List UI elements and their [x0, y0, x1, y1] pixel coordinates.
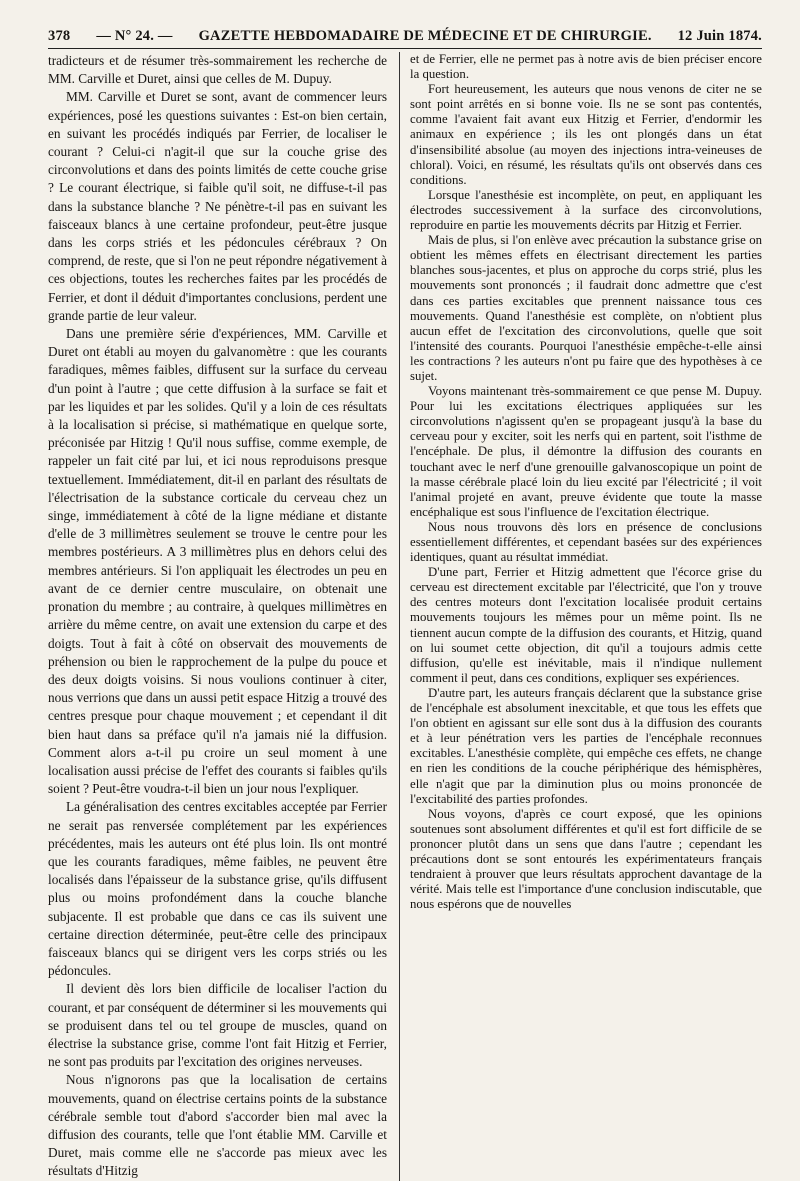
paragraph: D'autre part, les auteurs français déclarent que la substance grise de l'encéphale est absolument inexcitable, et que tous les effets que l'on obtient en agissant sur elle sont dus à la diffusion des courants et à leur pénétration vers les parties de l'encéphale reconnues excitables. L'anesthésie complète, qui empêche ces effets, ne change en rien les conditions de la couche périphérique des hémisphères, elle n'agit que par la diminution plus ou moins prononcée de l'excitabilité des parties profondes.: [410, 685, 762, 806]
paragraph: Voyons maintenant très-sommairement ce que pense M. Dupuy. Pour lui les excitations électriques appliquées sur les circonvolutions n'agissent qu'en se propageant jusqu'à la base du cerveau pour y exciter, soit les nerfs qui en partent, soit l'isthme de l'encéphale. De plus, il démontre la diffusion des courants en touchant avec le nerf d'une grenouille galvanoscopique un point de la masse cérébrale placé loin du lieu excité par l'électricité ; il voit l'animal projeté en avant, preuve évidente que toute la masse encéphalique est sous l'influence de l'excitation électrique.: [410, 384, 762, 519]
paragraph: Nous n'ignorons pas que la localisation de certains mouvements, quand on électrise certains points de la substance cérébrale semble tout d'abord s'accorder bien mal avec la diffusion des courants, telle que l'ont établie MM. Carville et Duret, mais comme elle ne s'accorde pas mieux avec les résultats d'Hitzig: [48, 1072, 388, 1179]
issue-number: — N° 24. —: [96, 28, 173, 44]
paragraph: Nous voyons, d'après ce court exposé, que les opinions soutenues sont absolument différentes et qu'il est fort difficile de se prononcer plutôt dans un sens que dans l'autre ; cependant les précautions dont se sont entourés les expérimentateurs français tendraient à prouver que leurs résultats approchent davantage de la vérité. Mais telle est l'importance d'une conclusion indiscutable, que nous espérons que de nouvelles: [410, 806, 762, 912]
right-column: [399, 52, 762, 1181]
paragraph: Nous nous trouvons dès lors en présence de conclusions essentiellement différentes, et cependant basées sur des expériences identiques, quant au résultat immédiat.: [410, 519, 762, 565]
paragraph: Dans une première série d'expériences, MM. Carville et Duret ont établi au moyen du galvanomètre : que les courants faradiques, mêmes faibles, diffusent sur la surface du cerveau d'un point à l'autre ; que cette diffusion à la surface se fait et par les liquides et par les solides. Qu'il y a loin de ces résultats à la localisation si précise, si mathématique en quelque sorte, préconisée par Hitzig ! Qu'il nous suffise, comme exemple, de rappeler un fait cité par lui, et ici nous reproduisons presque textuellement. Immédiatement, dit-il en parlant des résultats de l'électrisation de la substance corticale du cerveau chez un singe, immédiatement à côté de la ligne médiane et distante d'elle de 3 millimètres seulement se trouve le centre pour les membres postérieurs. A 3 millimètres plus en dehors celui des membres antérieurs. Si l'on appliquait les électrodes un peu en avant de ce dernier centre musculaire, on obtenait une pronation du membre ; au contraire, à quelques millimètres en arrière du même centre, on avait une extension du carpe et des doigts. Tout à fait à côté on observait des mouvements de préhension ou bien le rapprochement de la pulpe du pouce et des deux doigts voisins. Si nous voulions continuer à citer, nous verrions que dans un aussi petit espace Hitzig a trouvé des centres presque pour chaque mouvement ; et cependant il dit bien haut dans sa préface qu'il n'a jamais nié la diffusion. Comment alors a-t-il pu croire un seul moment à une localisation aussi précise de l'effet des courants si faibles qu'ils soient ? Peut-être voudra-t-il bien un jour nous l'expliquer.: [48, 326, 388, 797]
paragraph: Fort heureusement, les auteurs que nous venons de citer ne se sont point arrêtés en si bonne voie. Ils ne se sont pas contentés, comme l'avaient fait avant eux Hitzig et Ferrier, d'endormir les animaux en expérience ; ils les ont plongés dans un état d'insensibilité absolue (au moyen des injections intra-veineuses de chloral). Voici, en résumé, les résultats qu'ils ont observés dans ces conditions.: [410, 82, 762, 187]
text-columns: [48, 52, 762, 1181]
paragraph: MM. Carville et Duret se sont, avant de commencer leurs expériences, posé les questions suivantes : Est-on bien certain, en suivant les procédés indiqués par Ferrier, de localiser le courant ? Celui-ci n'agit-il que sur la couche grise des circonvolutions et dans des points limités de cette couche grise ? Le courant électrique, si faible qu'il soit, ne diffuse-t-il pas dans la substance blanche ? Ne pénètre-t-il pas en suivant les faisceaux blancs à une certaine profondeur, peut-être jusque dans les corps striés et les pédoncules cérébraux ? On comprend, de reste, que si l'on ne peut répondre négativement à ces objections, toutes les recherches faites par les procédés de Ferrier, et dont il déduit d'importantes conclusions, perdent une grande partie de leur valeur.: [48, 89, 388, 323]
paragraph: Mais de plus, si l'on enlève avec précaution la substance grise on obtient les mêmes effets en électrisant directement les parties blanches sous-jacentes, et plus on approche du corps strié, plus les mouvements sont prononcés ; il faudrait donc admettre que c'est dans ces parties excitables que prennent naissance tous ces mouvements. Quand l'anesthésie est complète, on n'obtient plus aucun effet de l'excitation des circonvolutions, quelle que soit l'intensité des courants. Pourquoi l'anesthésie empêche-t-elle ainsi les contractions ? les auteurs n'ont pu faire que des hypothèses à ce sujet.: [410, 233, 762, 383]
paragraph: La généralisation des centres excitables acceptée par Ferrier ne serait pas renversée complétement par les expériences précédentes, mais les auteurs ont été plus loin. Ils ont montré que les courants faradiques, même faibles, ne peuvent être localisés dans l'épaisseur de la substance grise, qu'ils diffusent plus ou moins profondément dans la couche blanche subjacente. Il est probable que dans ce cas ils suivent une certaine direction déterminée, peut-être celle des principaux faisceaux blancs qui se dirigent vers les corps striés ou les pédoncules.: [48, 799, 388, 979]
journal-title: GAZETTE HEBDOMADAIRE DE MÉDECINE ET DE CHIRURGIE.: [198, 28, 652, 44]
page-number: 378: [48, 28, 71, 44]
paragraph: et de Ferrier, elle ne permet pas à notre avis de bien préciser encore la question.: [410, 52, 762, 82]
page-header: [48, 28, 762, 49]
paragraph: Il devient dès lors bien difficile de localiser l'action du courant, et par conséquent de déterminer si les mouvements qui se produisent dans tel ou tel groupe de muscles, quand on électrise la substance grise, comme l'ont fait Hitzig et Ferrier, ne sont pas produits par l'excitation des origines nerveuses.: [48, 981, 388, 1070]
issue-date: 12 Juin 1874.: [677, 28, 762, 44]
paragraph: tradicteurs et de résumer très-sommairement les recherche de MM. Carville et Duret, ainsi que celles de M. Dupuy.: [48, 53, 388, 87]
paragraph: Lorsque l'anesthésie est incomplète, on peut, en appliquant les électrodes successivement à la surface des circonvolutions, reproduire en partie les mouvements décrits par Hitzig et Ferrier.: [410, 187, 762, 233]
paragraph: D'une part, Ferrier et Hitzig admettent que l'écorce grise du cerveau est directement excitable par l'électricité, que l'on y trouve des centres moteurs dont l'excitation localisée produit certains mouvements toujours les mêmes pour un même point. Ils ne tiennent aucun compte de la diffusion des courants, et Hitzig, quand on lui soumet cette objection, dit qu'il a toujours admis cette diffusion, qu'elle est inévitable, mais il n'indique nullement comment il peut, dans ces conditions, expliquer ses expériences.: [410, 565, 762, 685]
left-column: [48, 52, 399, 1181]
